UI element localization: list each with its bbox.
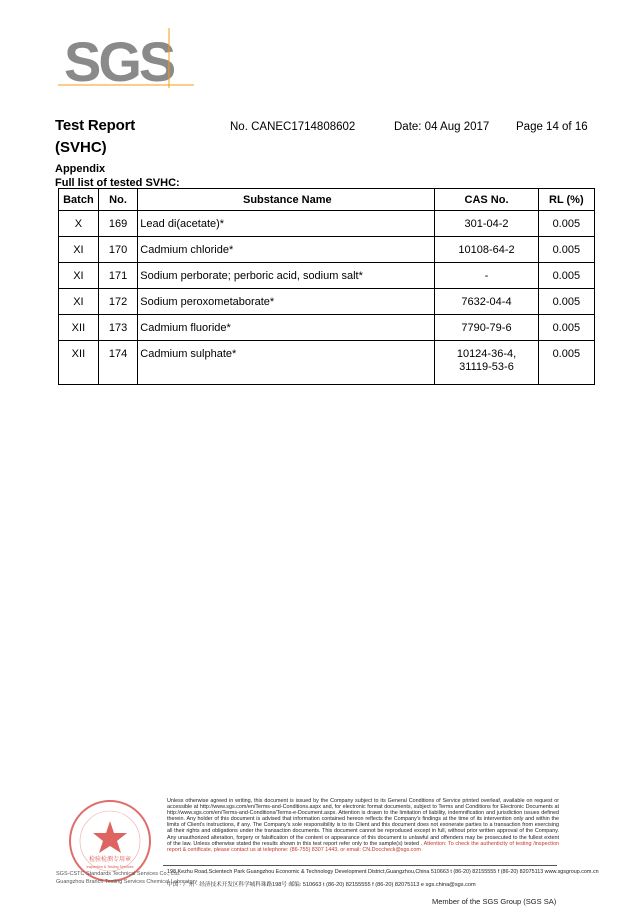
sgs-logo	[58, 28, 194, 88]
cell-cas-no: 301-04-2	[435, 211, 538, 237]
terms-fine-print	[167, 798, 559, 853]
cell-rl: 0.005	[538, 263, 594, 289]
svg-text:SGS: SGS	[64, 30, 174, 88]
header-rl: RL (%)	[538, 189, 594, 211]
header-substance-name: Substance Name	[138, 189, 435, 211]
cell-rl: 0.005	[538, 289, 594, 315]
attention-text: Attention: To check the authenticity of testing /inspection report & certificate, please contact us at telephone: (86-755) 8307 1443, or email: CN.Doccheck@sgs.com	[167, 840, 559, 853]
cell-no: 171	[98, 263, 138, 289]
report-title: Test Report	[55, 117, 136, 134]
cell-no: 173	[98, 315, 138, 341]
member-note: Member of the SGS Group (SGS SA)	[432, 897, 557, 906]
report-subtitle: (SVHC)	[55, 139, 107, 156]
cell-cas-no: 7790-79-6	[435, 315, 538, 341]
cell-rl: 0.005	[538, 315, 594, 341]
address-divider	[163, 865, 557, 866]
page-indicator: Page 14 of 16	[516, 121, 588, 133]
cell-batch: XI	[59, 289, 99, 315]
report-number: No. CANEC1714808602	[230, 121, 356, 133]
list-title: Full list of tested SVHC:	[55, 177, 180, 189]
cas-line-2: 31119-53-6	[459, 361, 514, 373]
svhc-table	[58, 188, 595, 385]
cell-no: 170	[98, 237, 138, 263]
cell-rl: 0.005	[538, 237, 594, 263]
table-row	[59, 289, 595, 315]
cell-batch: XII	[59, 315, 99, 341]
cell-substance-name: Sodium perborate; perboric acid, sodium salt*	[138, 263, 435, 289]
header-no: No.	[98, 189, 138, 211]
cell-no: 174	[98, 341, 138, 385]
cell-batch: XI	[59, 263, 99, 289]
seal-caption-line-2: Guangzhou Branch Testing Services Chemical Laboratory	[56, 879, 198, 885]
header-batch: Batch	[59, 189, 99, 211]
seal-caption-line-1: SGS-CSTC Standards Technical Services Co., Ltd.	[56, 871, 181, 877]
cell-rl: 0.005	[538, 341, 594, 385]
cell-cas-no	[435, 341, 538, 385]
cell-cas-no: 10108-64-2	[435, 237, 538, 263]
table-header-row	[59, 189, 595, 211]
table-row	[59, 263, 595, 289]
address-english: 198 Kezhu Road,Scientech Park Guangzhou Economic & Technology Development District,Guangzhou,China 510663 t (86-20) 82155555 f (86-20) 82075113 www.sgsgroup.com.cn	[167, 869, 599, 875]
table-row	[59, 237, 595, 263]
report-date: Date: 04 Aug 2017	[394, 121, 490, 133]
cas-line-1: 10124-36-4,	[456, 348, 517, 360]
address-chinese: 中国 · 广州 · 经济技术开发区科学城科珠路198号 邮编: 510663 t (86-20) 82155555 f (86-20) 82075113 e sgs.china@sgs.com	[167, 882, 476, 888]
cell-cas-no: -	[435, 263, 538, 289]
cell-substance-name: Cadmium fluoride*	[138, 315, 435, 341]
appendix-label: Appendix	[55, 163, 106, 175]
cell-substance-name: Cadmium sulphate*	[138, 341, 435, 385]
cell-no: 172	[98, 289, 138, 315]
seal-center-text: 检验检测专用章	[88, 856, 132, 863]
cell-substance-name: Sodium peroxometaborate*	[138, 289, 435, 315]
header-cas-no: CAS No.	[435, 189, 538, 211]
cell-cas-no: 7632-04-4	[435, 289, 538, 315]
terms-text: Unless otherwise agreed in writing, this document is issued by the Company subject to its General Conditions of Service printed overleaf, available on request or accessible at http://www.sgs.com/en/Terms-and-Conditions.aspx and, for electronic format documents, subject to Terms and Conditions for Electronic Documents at http://www.sgs.com/en/Terms-and-Conditions/Terms-e-Document.aspx. Attention is drawn to the limitation of liability, indemnification and jurisdiction issues defined therein. Any holder of this document is advised that information contained hereon reflects the Company's findings at the time of its intervention only and within the limits of Client's instructions, if any. The Company's sole responsibility is to its Client and this document does not exonerate parties to a transaction from exercising all their rights and obligations under the transaction documents. This document cannot be reproduced except in full, without prior written approval of the Company. Any unauthorized alteration, forgery or falsification of the content or appearance of this document is unlawful and offenders may be prosecuted to the fullest extent of the law. Unless otherwise stated the results shown in this test report refer only to the sample(s) tested .	[167, 798, 559, 847]
cell-batch: X	[59, 211, 99, 237]
cell-batch: XI	[59, 237, 99, 263]
cell-no: 169	[98, 211, 138, 237]
cell-batch: XII	[59, 341, 99, 385]
cell-substance-name: Cadmium chloride*	[138, 237, 435, 263]
table-row	[59, 211, 595, 237]
table-row	[59, 341, 595, 385]
cell-rl: 0.005	[538, 211, 594, 237]
table-row	[59, 315, 595, 341]
cell-substance-name: Lead di(acetate)*	[138, 211, 435, 237]
seal-center-en: Inspection & Testing Services	[86, 865, 134, 869]
